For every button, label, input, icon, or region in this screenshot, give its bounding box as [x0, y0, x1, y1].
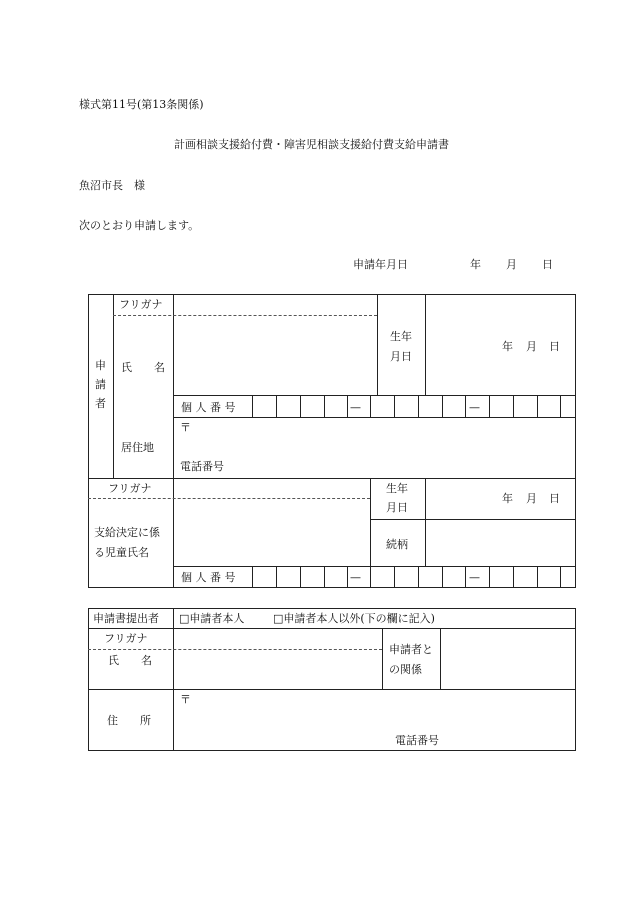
submitter-relation-label-1: 申請者と — [389, 643, 433, 656]
child-mynumber-label: 個 人 番 号 — [181, 571, 236, 584]
child-relation-label: 続柄 — [386, 538, 408, 551]
child-birth-month[interactable]: 月 — [526, 492, 537, 505]
date-month[interactable]: 月 — [506, 258, 517, 271]
submitter-relation-field[interactable] — [443, 630, 573, 687]
date-label: 申請年月日 — [353, 258, 408, 271]
applicant-mynumber-label: 個 人 番 号 — [181, 401, 236, 414]
applicant-birth-day[interactable]: 日 — [549, 340, 560, 353]
child-furigana-label: フリガナ — [108, 482, 152, 495]
submitter-address-label: 住 所 — [107, 714, 151, 727]
addressee: 魚沼市長 様 — [79, 179, 145, 192]
applicant-name-label: 氏 名 — [121, 361, 165, 374]
submitter-phone-label: 電話番号 — [395, 734, 439, 747]
submitter-postal-mark: 〒 — [180, 693, 191, 706]
child-birth-label-1: 生年 — [386, 482, 408, 495]
applicant-furigana-field[interactable] — [175, 296, 375, 313]
child-name-label-2: る児童氏名 — [94, 546, 149, 559]
submitter-option-other[interactable]: □申請者本人以外(下の欄に記入) — [273, 612, 435, 625]
applicant-birth-label-2: 月日 — [390, 350, 412, 363]
submitter-relation-label-2: の関係 — [389, 663, 422, 676]
applicant-birth-label-1: 生年 — [390, 330, 412, 343]
child-mynumber-sep-1: — — [350, 571, 361, 584]
submitter-option-self[interactable]: □申請者本人 — [179, 612, 245, 625]
form-number: 様式第11号(第13条関係) — [79, 98, 204, 111]
date-year[interactable]: 年 — [470, 258, 481, 271]
submitter-furigana-label: フリガナ — [104, 632, 148, 645]
applicant-postal-mark: 〒 — [180, 421, 191, 434]
applicant-section-label: 申請者 — [95, 359, 106, 410]
applicant-furigana-label: フリガナ — [119, 298, 163, 311]
applicant-mynumber-sep-2: — — [469, 401, 480, 414]
child-furigana-field[interactable] — [175, 480, 368, 497]
submitter-name-field[interactable] — [176, 630, 380, 687]
date-day[interactable]: 日 — [542, 258, 553, 271]
submitter-address-field[interactable] — [195, 692, 570, 728]
child-relation-field[interactable] — [428, 522, 573, 564]
applicant-birth-month[interactable]: 月 — [526, 340, 537, 353]
applicant-phone-label: 電話番号 — [180, 460, 224, 473]
applicant-address-field[interactable] — [195, 420, 570, 456]
intro-text: 次のとおり申請します。 — [79, 219, 200, 232]
child-birth-year[interactable]: 年 — [502, 492, 513, 505]
form-title: 計画相談支援給付費・障害児相談支援給付費支給申請書 — [174, 138, 449, 151]
applicant-mynumber-sep-1: — — [350, 401, 361, 414]
applicant-name-field[interactable] — [175, 318, 375, 393]
child-mynumber-sep-2: — — [469, 571, 480, 584]
submitter-name-label: 氏 名 — [108, 654, 152, 667]
applicant-address-label: 居住地 — [121, 441, 154, 454]
child-name-field[interactable] — [175, 501, 368, 564]
child-birth-label-2: 月日 — [386, 501, 408, 514]
applicant-birth-year[interactable]: 年 — [502, 340, 513, 353]
child-name-label-1: 支給決定に係 — [94, 526, 160, 539]
submitter-row-label: 申請書提出者 — [93, 612, 159, 625]
child-birth-day[interactable]: 日 — [549, 492, 560, 505]
